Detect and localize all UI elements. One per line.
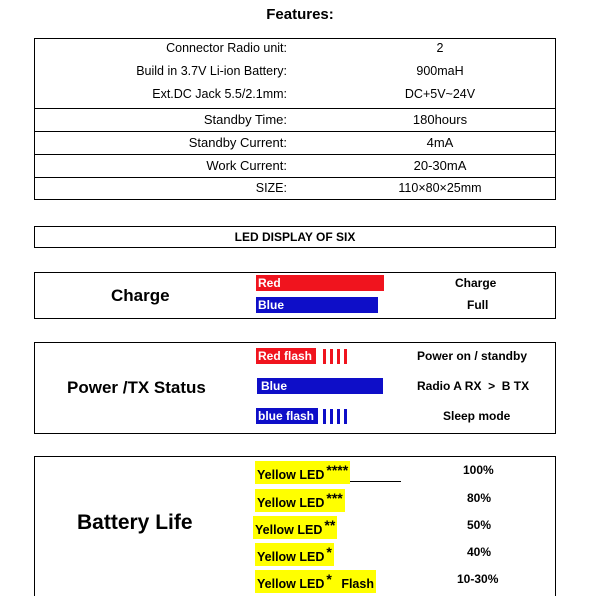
flash-label: Flash: [341, 577, 374, 591]
spec-label: Connector Radio unit:: [166, 41, 287, 55]
blue-flash-indicator: blue flash: [256, 408, 318, 424]
led-stars: *: [326, 571, 332, 587]
spec-label: Standby Time:: [203, 112, 287, 127]
battery-value: 80%: [467, 491, 492, 505]
battery-life-section: [34, 456, 556, 596]
divider: [35, 108, 555, 109]
spec-value: 4mA: [426, 135, 454, 150]
radio-rx-tx-desc: Radio A RX > B TX: [417, 379, 530, 393]
power-status-label: Power /TX Status: [67, 378, 206, 397]
power-on-desc: Power on / standby: [417, 349, 528, 363]
yellow-led-4: [255, 461, 350, 484]
spec-value: 20-30mA: [413, 158, 467, 173]
divider: [35, 177, 555, 178]
led-stars: **: [324, 517, 336, 533]
led-label: Yellow LED: [257, 577, 325, 591]
spec-value: 900maH: [416, 64, 464, 78]
spec-value: 2: [436, 41, 444, 55]
blue-indicator: Blue: [257, 378, 383, 394]
led-stars: ***: [326, 490, 343, 506]
divider: [35, 131, 555, 132]
divider: [35, 154, 555, 155]
red-led-indicator: Red: [256, 275, 384, 291]
spec-label: Work Current:: [206, 158, 287, 173]
led-label: Yellow LED: [257, 496, 325, 510]
battery-value: 100%: [463, 463, 494, 477]
blue-flash-stripes: [323, 409, 347, 424]
led-display-title: LED DISPLAY OF SIX: [34, 226, 556, 248]
led-stars: *: [326, 544, 332, 560]
spec-label: SIZE:: [255, 181, 287, 195]
battery-value: 10-30%: [457, 572, 499, 586]
page-title: Features:: [266, 6, 334, 23]
yellow-led-2: [253, 516, 337, 539]
battery-value: 40%: [467, 545, 492, 559]
features-table: [34, 38, 556, 200]
yellow-led-3: [255, 489, 345, 512]
power-status-section: [34, 342, 556, 434]
spec-label: Ext.DC Jack 5.5/2.1mm:: [152, 87, 287, 101]
led-label: Yellow LED: [257, 550, 325, 564]
red-flash-stripes: [323, 349, 347, 364]
spec-label: Standby Current:: [188, 135, 287, 150]
battery-value: 50%: [467, 518, 492, 532]
spec-value: 180hours: [412, 112, 468, 127]
led-label: Yellow LED: [257, 468, 325, 482]
yellow-led-1: [255, 543, 334, 566]
spec-value: DC+5V~24V: [404, 87, 476, 101]
yellow-led-flash: [255, 570, 376, 593]
spec-value: 110×80×25mm: [398, 181, 482, 195]
red-flash-indicator: Red flash: [256, 348, 316, 364]
charge-desc: Charge: [455, 276, 497, 290]
battery-life-label: Battery Life: [77, 511, 193, 534]
charge-section: [34, 272, 556, 319]
blue-led-indicator: Blue: [256, 297, 378, 313]
charge-label: Charge: [111, 286, 170, 305]
led-stars: ****: [326, 462, 349, 478]
spec-label: Build in 3.7V Li-ion Battery:: [136, 64, 287, 78]
led-label: Yellow LED: [255, 523, 323, 537]
sleep-mode-desc: Sleep mode: [443, 409, 511, 423]
full-desc: Full: [467, 298, 489, 312]
